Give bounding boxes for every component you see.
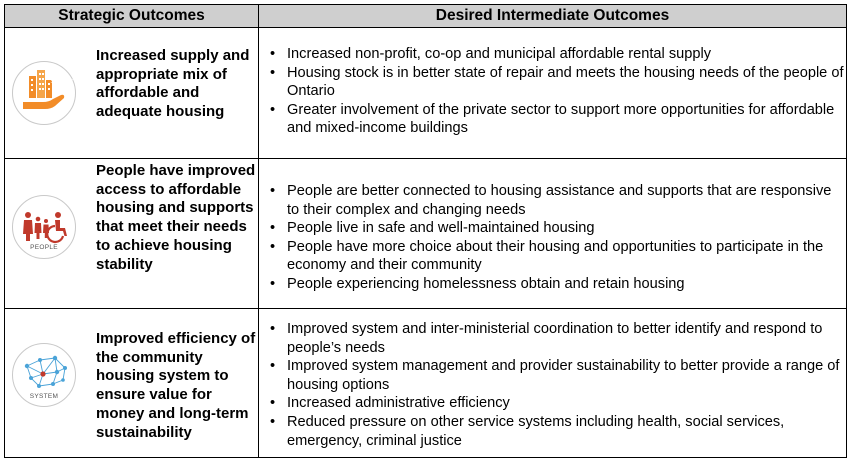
system-icon bbox=[12, 343, 76, 407]
list-item: • People live in safe and well-maintained housing bbox=[267, 219, 847, 238]
column-divider bbox=[258, 5, 259, 457]
list-item: • Improved system management and provider sustainability to better provide a range of housing options bbox=[267, 357, 847, 394]
table-header bbox=[5, 5, 846, 28]
list-item: • People have more choice about their housing and opportunities to participate in the economy and their community bbox=[267, 238, 847, 275]
supply-icon bbox=[12, 61, 76, 125]
system-intermediate-outcomes bbox=[267, 320, 847, 450]
table-row-people bbox=[5, 159, 846, 309]
list-item: • Increased administrative efficiency bbox=[267, 394, 847, 413]
list-item: • Housing stock is in better state of repair and meets the housing needs of the people of Ontario bbox=[267, 64, 847, 101]
list-item: • People are better connected to housing assistance and supports that are responsive to their complex and changing needs bbox=[267, 182, 847, 219]
strategic-outcome-system: Improved efficiency of the community housing system to ensure value for money and long-term sustainability bbox=[96, 330, 256, 441]
list-item: • Reduced pressure on other service systems including health, social services, emergency, criminal justice bbox=[267, 413, 847, 450]
list-item: • People experiencing homelessness obtain and retain housing bbox=[267, 275, 847, 294]
outcomes-table bbox=[4, 4, 847, 458]
header-desired-intermediate-outcomes: Desired Intermediate Outcomes bbox=[435, 7, 670, 24]
people-intermediate-outcomes bbox=[267, 182, 847, 294]
list-item: • Improved system and inter-ministerial coordination to better identify and respond to people’s needs bbox=[267, 320, 847, 357]
supply-intermediate-outcomes bbox=[267, 45, 847, 138]
table-row-supply bbox=[5, 28, 846, 159]
list-item: • Greater involvement of the private sector to support more opportunities for affordable and mixed-income buildings bbox=[267, 101, 847, 138]
supply-icon-label: SUPPLY bbox=[50, 79, 74, 85]
header-strategic-outcomes: Strategic Outcomes bbox=[58, 7, 205, 24]
list-item: • Increased non-profit, co-op and municipal affordable rental supply bbox=[267, 45, 847, 64]
strategic-outcome-supply: Increased supply and appropriate mix of affordable and adequate housing bbox=[96, 47, 250, 121]
table-row-system bbox=[5, 309, 846, 459]
system-icon-label: SYSTEM bbox=[29, 393, 59, 400]
people-icon bbox=[12, 195, 76, 259]
people-icon-label: PEOPLE bbox=[30, 244, 58, 251]
strategic-outcome-people: People have improved access to affordable housing and supports that meet their needs to achieve housing stability bbox=[96, 162, 256, 273]
